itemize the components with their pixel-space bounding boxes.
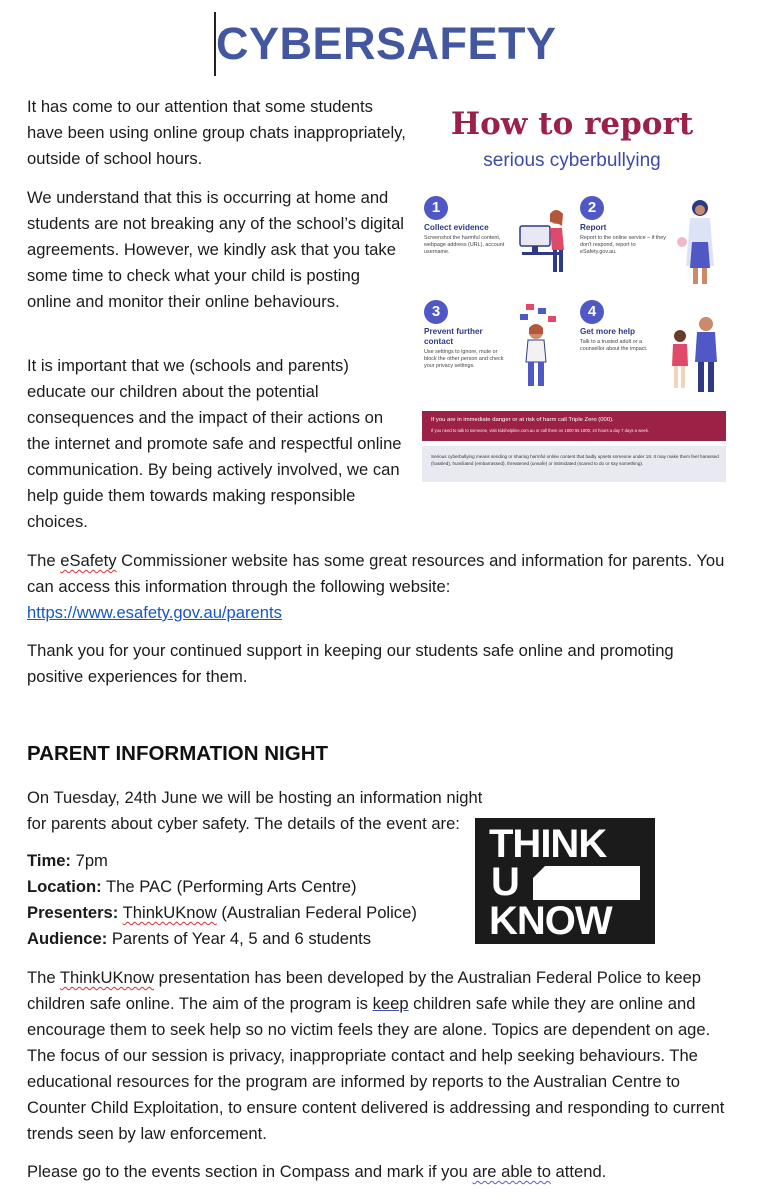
poster-subheading: serious cyberbullying <box>483 150 661 171</box>
step-number-3: 3 <box>424 300 448 324</box>
paragraph-important: It is important that we (schools and parents) educate our children about the potential consequences and the impact of their actions on the internet and promote safe and respectful online communication. By being actively involved, we can help guide them towards making responsible choices. <box>27 356 402 531</box>
emergency-banner-subtext: If you need to talk to someone, visit kidshelpline.com.au or call them on 1800 55 1800, 24 hours a day 7 days a week. <box>431 428 650 433</box>
poster-step-1 <box>424 196 574 276</box>
text-fragment: The <box>27 551 61 570</box>
text-fragment: Commissioner website has some great resources and information for parents. You can access this information through the following website: <box>27 551 725 596</box>
logo-paper-shape <box>533 866 640 900</box>
person-with-phone-icon <box>512 304 564 390</box>
paragraph-info-night-intro: On Tuesday, 24th June we will be hosting an information night for parents about cyber safety. The details of the event are: <box>27 788 483 833</box>
detail-location <box>27 874 467 900</box>
detail-label: Audience: <box>27 929 108 948</box>
detail-presenters <box>27 900 467 926</box>
spellcheck-word: eSafety <box>60 551 117 570</box>
detail-label: Location: <box>27 877 102 896</box>
step-title-3: Prevent further contact <box>424 327 483 346</box>
text-fragment: attend. <box>550 1162 607 1181</box>
step-number-1: 1 <box>424 196 448 220</box>
step-number-2: 2 <box>580 196 604 220</box>
child-and-adult-icon <box>668 316 724 394</box>
how-to-report-poster <box>418 92 726 488</box>
poster-heading: How to report <box>450 106 694 142</box>
step-title-1: Collect evidence <box>424 223 489 232</box>
grammar-flag-phrase: are able to <box>472 1162 551 1181</box>
thinkuknow-logo <box>475 818 655 944</box>
step-title-2: Report <box>580 223 607 232</box>
person-at-computer-icon <box>516 204 572 276</box>
person-reporting-icon <box>676 196 722 286</box>
paragraph-closing <box>27 1159 737 1185</box>
step-title-4: Get more help <box>580 327 636 336</box>
text-fragment: Please go to the events section in Compass and mark if you <box>27 1162 473 1181</box>
event-details <box>27 848 467 952</box>
poster-step-2 <box>580 196 730 286</box>
section-heading-info-night: PARENT INFORMATION NIGHT <box>27 742 329 765</box>
emergency-banner-text: If you are in immediate danger or at risk of harm call Triple Zero (000). <box>431 417 614 423</box>
logo-paper-fold <box>533 866 545 878</box>
step-desc-4: Talk to a trusted adult or a counsellor about the impact. <box>580 339 648 352</box>
spellcheck-word: ThinkUKnow <box>59 968 154 987</box>
step-desc-2: Report to the online service – if they don't respond, report to eSafety.gov.au. <box>580 235 666 255</box>
detail-value: (Australian Federal Police) <box>216 903 417 922</box>
logo-line-u: U <box>491 860 520 904</box>
detail-audience <box>27 926 467 952</box>
paragraph-thanks: Thank you for your continued support in keeping our students safe online and promoting positive experiences for them. <box>27 641 674 686</box>
text-fragment: presentation has been developed by the Australian Federal Police to keep children safe online. The aim of the program is <box>27 968 702 1013</box>
paragraph-attention: It has come to our attention that some students have been using online group chats inappropriately, outside of school hours. <box>27 97 406 168</box>
spellcheck-word: ThinkUKnow <box>122 903 217 922</box>
logo-line-think: THINK <box>489 822 607 866</box>
poster-definition-text: Serious cyberbullying means sending or sharing harmful online content that badly upsets someone under 18. It may make them feel harassed (hassled), humiliated (embarrassed), threatened (unsafe) or intimidated (scared to do or say something). <box>431 454 719 466</box>
text-fragment: The <box>27 968 60 987</box>
poster-step-4 <box>580 300 730 390</box>
step-number-4: 4 <box>580 300 604 324</box>
paragraph-thinkuknow <box>27 965 737 1147</box>
detail-value: The PAC (Performing Arts Centre) <box>105 877 357 896</box>
poster-step-3 <box>424 300 574 390</box>
grammar-flag-word: keep <box>372 994 409 1013</box>
esafety-link[interactable]: https://www.esafety.gov.au/parents <box>27 603 282 622</box>
emergency-banner <box>422 411 726 441</box>
detail-value: Parents of Year 4, 5 and 6 students <box>111 929 372 948</box>
logo-line-know: KNOW <box>489 899 612 943</box>
poster-definition-box <box>422 446 726 482</box>
page-title: CYBERSAFETY <box>216 18 557 69</box>
detail-time <box>27 848 467 874</box>
step-desc-3: Use settings to ignore, mute or block the other person and check your privacy settings. <box>424 349 504 369</box>
paragraph-esafety <box>27 548 727 626</box>
detail-label: Time: <box>27 851 71 870</box>
text-fragment: children safe while they are online and encourage them to seek help so no victim feels they are alone. Topics are dependent on age. The focus of our session is privacy, inappropriate contact and help seeking behaviours. The educational resources for the program are informed by reports to the Australian Centre to Counter Child Exploitation, to ensure content delivered is addressing and responding to current trends seen by law enforcement. <box>27 994 725 1143</box>
paragraph-understand: We understand that this is occurring at home and students are not breaking any of the school’s digital agreements. However, we kindly ask that you take some time to check what your child is posting online and monitor their online behaviours. <box>27 188 404 311</box>
detail-value: 7pm <box>75 851 108 870</box>
step-desc-1: Screenshot the harmful content, webpage address (URL), account username. <box>424 235 505 255</box>
detail-label: Presenters: <box>27 903 119 922</box>
